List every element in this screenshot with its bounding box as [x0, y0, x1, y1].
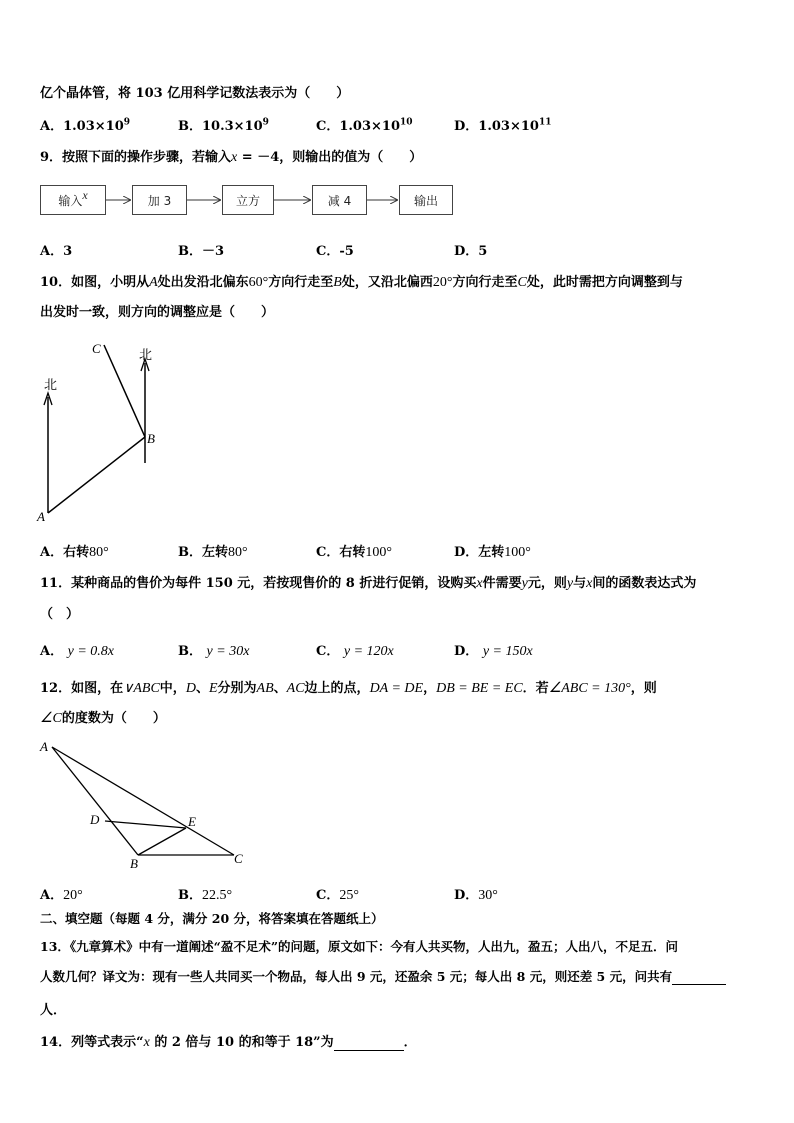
- q11-option-b: B． y = 30x: [178, 644, 250, 659]
- flow-box-input: 输入 x: [40, 185, 106, 215]
- segment-be: [138, 828, 186, 855]
- q10-option-a: A．右转80°: [40, 545, 109, 560]
- north-label-a: 北: [44, 377, 58, 392]
- q9-option-a: A．3: [40, 244, 73, 259]
- q9-option-b: B．－3: [178, 244, 225, 259]
- q11-stem-line1: 11．某种商品的售价为每件 150 元，若按现售价的 8 折进行促销，设购买x件需要y元，则y与x间的函数表达式为: [40, 576, 697, 591]
- point-a-label: A: [40, 739, 48, 754]
- q10-option-c: C．右转100°: [316, 545, 392, 560]
- point-e-label: E: [188, 814, 196, 829]
- q10-stem-line2: 出发时一致，则方向的调整应是（ ）: [40, 305, 275, 320]
- point-b-label: B: [147, 431, 155, 446]
- point-c-label: C: [92, 341, 101, 356]
- q12-option-a: A．20°: [40, 888, 83, 903]
- q11-stem-line2: （ ）: [40, 607, 80, 622]
- q13-line2: 人数几何？译文为：现有一些人共同买一个物品，每人出 9 元，还盈余 5 元；每人出 8 元，则还差 5 元，问共有: [40, 967, 726, 985]
- q13-line1: 13．《九章算术》中有一道阐述“盈不足术”的问题，原文如下：今有人共买物，人出九，盈五；人出八，不足五．问: [40, 939, 679, 954]
- q9-stem: 9．按照下面的操作步骤，若输入x = －4，则输出的值为（ ）: [40, 150, 423, 165]
- q13-line3: 人．: [40, 1003, 67, 1018]
- q8-option-d: D．$1.03\times 10^{11}$: [454, 117, 552, 134]
- q10-figure: [0, 335, 220, 530]
- q12-option-c: C．25°: [316, 888, 359, 903]
- flow-box-sub4: 减 4: [312, 185, 367, 215]
- q8-option-a: A．$1.03\times 10^9$: [40, 117, 131, 134]
- q8-option-c: C．$1.03\times 10^{10}$: [316, 117, 413, 134]
- q9-option-c: C．-5: [316, 244, 354, 259]
- q12-option-d: D．30°: [454, 888, 498, 903]
- q10-option-d: D．左转100°: [454, 545, 531, 560]
- q12-stem-line2: ∠C的度数为（ ）: [40, 711, 166, 726]
- q12-stem-line1: 12．如图，在∨ABC中，D、E分别为AB、AC边上的点，DA = DE，DB = BE = EC．若∠ABC = 130°，则: [40, 681, 657, 696]
- segment-de: [105, 821, 186, 828]
- q10-option-b: B．左转80°: [178, 545, 248, 560]
- q14-stem: 14．列等式表示“x 的 2 倍与 10 的和等于 18”为 ．: [40, 1035, 417, 1050]
- q13-answer-blank[interactable]: [672, 970, 726, 985]
- flow-box-cube: 立方: [222, 185, 274, 215]
- flow-box-add3: 加 3: [132, 185, 187, 215]
- q9-option-d: D．5: [454, 244, 488, 259]
- segment-ac: [52, 747, 234, 855]
- point-a-label: A: [37, 509, 45, 524]
- q14-answer-blank[interactable]: [334, 1036, 404, 1051]
- q12-figure: [0, 735, 260, 875]
- q11-option-c: C． y = 120x: [316, 644, 394, 659]
- flow-box-output: 输出: [399, 185, 453, 215]
- path-ab: [48, 437, 145, 513]
- q11-option-a: A． y = 0.8x: [40, 644, 114, 659]
- q10-stem-line1: 10．如图，小明从A处出发沿北偏东60°方向行走至B处，又沿北偏西20°方向行走至C处，此时需把方向调整到与: [40, 275, 683, 290]
- point-d-label: D: [90, 812, 100, 827]
- segment-ab: [52, 747, 138, 855]
- q8-stem-tail: 亿个晶体管，将 103 亿用科学记数法表示为（ ）: [40, 86, 350, 101]
- q12-option-b: B．22.5°: [178, 888, 233, 903]
- north-label-b: 北: [139, 347, 153, 362]
- point-b-label: B: [130, 856, 138, 871]
- section-2-heading: 二、填空题（每题 4 分，满分 20 分，将答案填在答题纸上）: [40, 911, 384, 926]
- q11-option-d: D． y = 150x: [454, 644, 533, 659]
- point-c-label: C: [234, 851, 243, 866]
- q8-option-b: B．$10.3\times 10^9$: [178, 117, 269, 134]
- flow-arrows: [0, 0, 794, 230]
